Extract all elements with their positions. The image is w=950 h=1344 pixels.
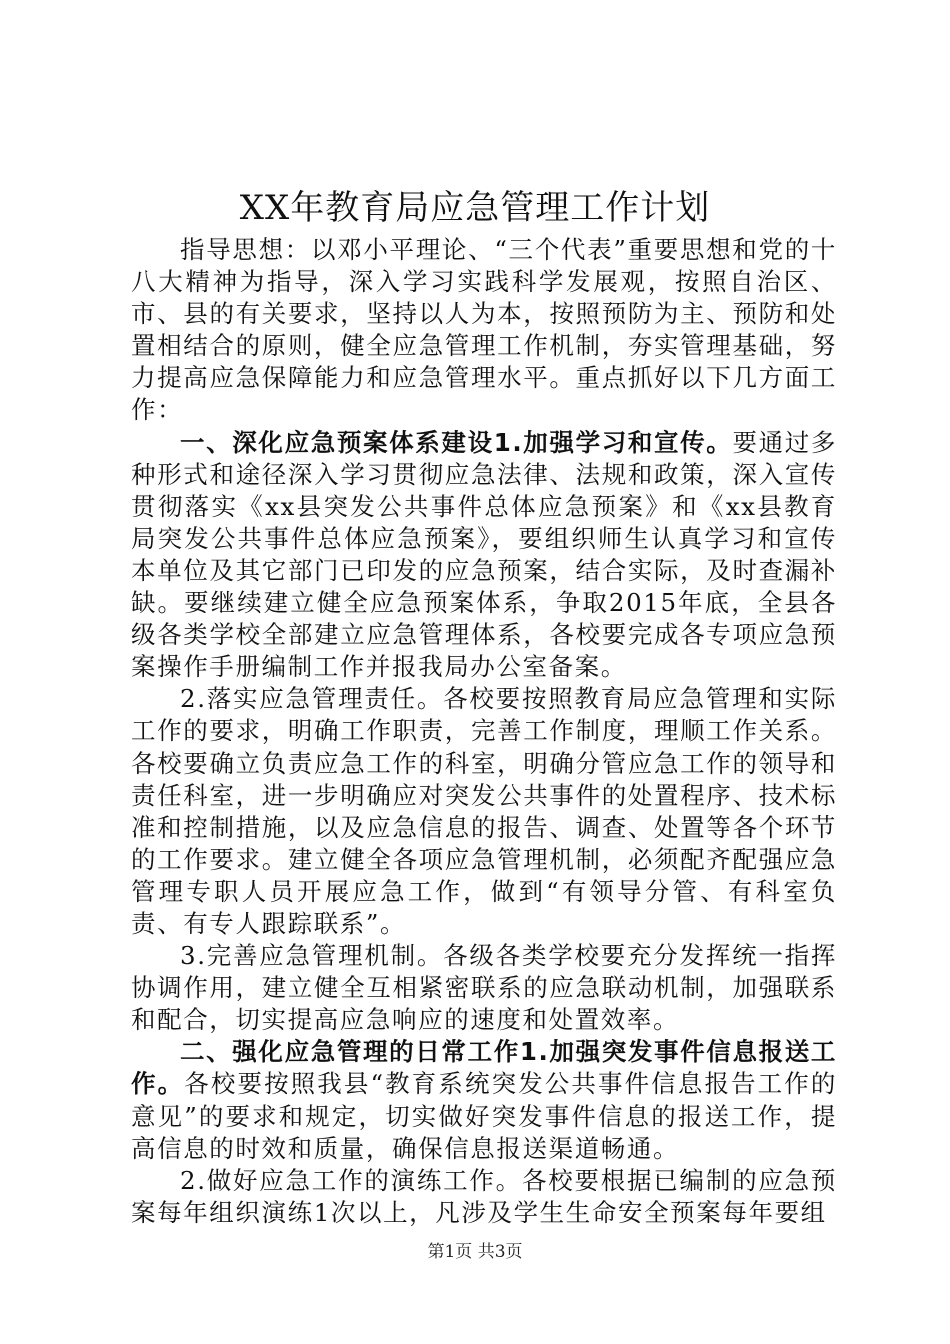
section-heading-one: 一、深化应急预案体系建设1.加强学习和宣传。 (180, 427, 733, 457)
document-title: XX年教育局应急管理工作计划 (239, 188, 711, 228)
paragraph-guiding-thought (131, 234, 837, 427)
paragraph-section-one (131, 427, 837, 684)
paragraph-text: 各校要按照我县“教育系统突发公共事件信息报告工作的意见”的要求和规定，切实做好突发事件信息的报送工作，提高信息的时效和质量，确保信息报送渠道畅通。 (131, 1069, 838, 1163)
page-number-footer: 第1页 共3页 (427, 1242, 523, 1262)
paragraph-item-two (131, 683, 837, 940)
paragraph-drill (131, 1165, 837, 1229)
paragraph-item-three (131, 940, 837, 1036)
paragraph-text: 3.完善应急管理机制。各级各类学校要充分发挥统一指挥协调作用，建立健全互相紧密联系的应急联动机制，加强联系和配合，切实提高应急响应的速度和处置效率。 (131, 941, 837, 1035)
document-body (131, 234, 837, 1229)
paragraph-text: 2.落实应急管理责任。各校要按照教育局应急管理和实际工作的要求，明确工作职责，完善工作制度，理顺工作关系。各校要确立负责应急工作的科室，明确分管应急工作的领导和责任科室，进一步明确应对突发公共事件的处置程序、技术标准和控制措施，以及应急信息的报告、调查、处置等各个环节的工作要求。建立健全各项应急管理机制，必须配齐配强应急管理专职人员开展应急工作，做到“有领导分管、有科室负责、有专人跟踪联系”。 (131, 684, 837, 938)
paragraph-text: 2.做好应急工作的演练工作。各校要根据已编制的应急预案每年组织演练1次以上，凡涉及学生生命安全预案每年要组 (131, 1165, 837, 1227)
paragraph-text: 要通过多种形式和途径深入学习贯彻应急法律、法规和政策，深入宣传贯彻落实《xx县突发公共事件总体应急预案》和《xx县教育局突发公共事件总体应急预案》，要组织师生认真学习和宣传本单位及其它部门已印发的应急预案，结合实际，及时查漏补缺。要继续建立健全应急预案体系，争取2015年底，全县各级各类学校全部建立应急管理体系，各校要完成各专项应急预案操作手册编制工作并报我局办公室备案。 (131, 427, 837, 682)
paragraph-text: 指导思想：以邓小平理论、“三个代表”重要思想和党的十八大精神为指导，深入学习实践科学发展观，按照自治区、市、县的有关要求，坚持以人为本，按照预防为主、预防和处置相结合的原则，健全应急管理工作机制，夯实管理基础，努力提高应急保障能力和应急管理水平。重点抓好以下几方面工作： (131, 235, 837, 425)
paragraph-section-two (131, 1036, 837, 1164)
section-heading-two: 二、强化应急管理的日常工作1.加强突发事件信息报送工作。 (131, 1037, 837, 1099)
